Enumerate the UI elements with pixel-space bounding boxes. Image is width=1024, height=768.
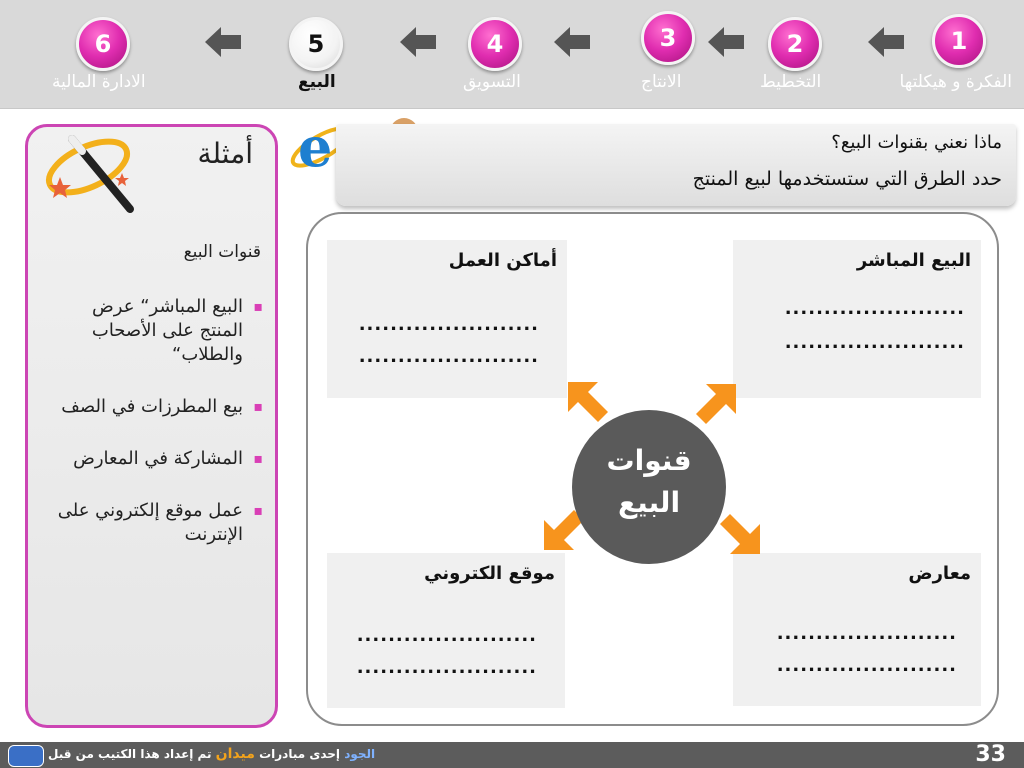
card-exhibitions — [733, 553, 981, 706]
footer-brand-2: الجود — [344, 747, 376, 761]
answer-line[interactable]: ....................... — [784, 332, 965, 353]
card-title: معارض — [908, 563, 971, 584]
question-line-2: حدد الطرق التي ستستخدمها لبيع المنتج — [692, 168, 1002, 190]
answer-line[interactable]: ....................... — [776, 655, 957, 676]
svg-text:e: e — [298, 115, 333, 179]
answer-line[interactable]: ....................... — [356, 657, 537, 678]
step-3-number: 3 — [659, 24, 677, 52]
step-5-label[interactable]: البيع — [298, 72, 336, 92]
step-4-number: 4 — [486, 30, 504, 58]
orange-arrow-icon — [568, 382, 612, 426]
step-2-number: 2 — [786, 30, 804, 58]
orange-arrow-icon — [692, 384, 736, 428]
step-1-number: 1 — [950, 27, 968, 55]
step-3-button[interactable] — [641, 11, 695, 65]
step-2-button[interactable] — [768, 17, 822, 71]
step-6-button[interactable] — [76, 17, 130, 71]
center-line-1: قنوات — [606, 444, 692, 477]
step-4-button[interactable] — [468, 17, 522, 71]
list-item: ▪ عمل موقع إلكتروني على الإنترنت — [47, 499, 257, 547]
brand-logo — [8, 745, 44, 767]
answer-line[interactable]: ....................... — [358, 346, 539, 367]
answer-line[interactable]: ....................... — [784, 298, 965, 319]
process-steps-bar — [0, 0, 1024, 109]
list-item: ▪ البيع المباشر“ عرض المنتج على الأصحاب والطلاب“ — [47, 295, 257, 367]
examples-subtitle: قنوات البيع — [183, 242, 261, 262]
list-item: ▪ المشاركة في المعارض — [47, 447, 257, 471]
back-arrow-icon — [868, 27, 904, 57]
magic-wand-icon — [38, 127, 150, 219]
step-3-label[interactable]: الانتاج — [641, 72, 682, 92]
footer-credit-suffix: إحدى مبادرات — [259, 747, 341, 761]
examples-title: أمثلة — [197, 137, 253, 170]
footer-credit — [48, 746, 375, 762]
card-direct-selling — [733, 240, 981, 398]
back-arrow-icon — [554, 27, 590, 57]
back-arrow-icon — [400, 27, 436, 57]
center-line-2: البيع — [617, 486, 681, 519]
examples-panel — [25, 124, 278, 728]
answer-line[interactable]: ....................... — [356, 625, 537, 646]
answer-line[interactable]: ....................... — [358, 314, 539, 335]
step-5-number: 5 — [307, 30, 325, 58]
back-arrow-icon — [708, 27, 744, 57]
examples-list — [47, 295, 257, 575]
page-number: 33 — [975, 742, 1006, 767]
card-website — [327, 553, 565, 708]
step-6-label[interactable]: الادارة المالية — [52, 72, 146, 92]
card-workplaces — [327, 240, 567, 398]
footer-credit-prefix: تم إعداد هذا الكتيب من قبل — [48, 747, 212, 761]
footer-bar — [0, 742, 1024, 768]
step-2-label[interactable]: التخطيط — [760, 72, 822, 92]
back-arrow-icon — [205, 27, 241, 57]
step-1-button[interactable] — [932, 14, 986, 68]
footer-brand: ميدان — [215, 746, 255, 762]
card-title: البيع المباشر — [856, 250, 971, 271]
sales-channels-center — [572, 410, 726, 564]
answer-line[interactable]: ....................... — [776, 623, 957, 644]
question-box — [336, 124, 1016, 206]
question-line-1: ماذا نعني بقنوات البيع؟ — [831, 132, 1002, 153]
card-title: موقع الكتروني — [424, 563, 555, 584]
list-item: ▪ بيع المطرزات في الصف — [47, 395, 257, 419]
step-1-label[interactable]: الفكرة و هيكلتها — [899, 72, 1012, 92]
step-4-label[interactable]: التسويق — [463, 72, 521, 92]
step-5-button[interactable] — [289, 17, 343, 71]
card-title: أماكن العمل — [448, 250, 557, 271]
step-6-number: 6 — [94, 30, 112, 58]
